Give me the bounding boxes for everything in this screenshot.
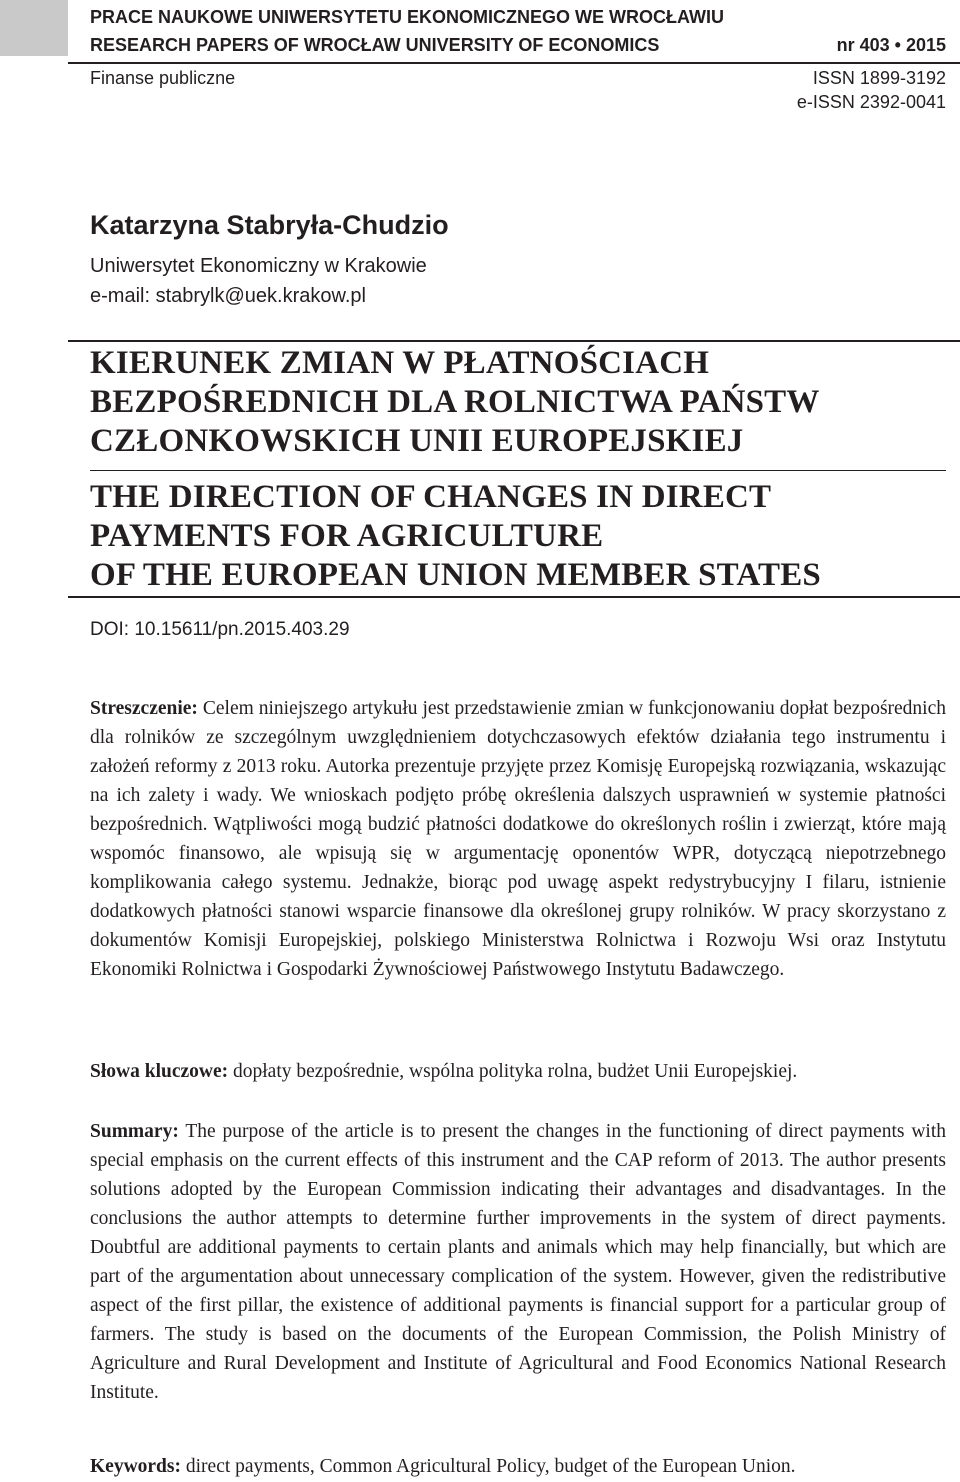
keywords-en-text: direct payments, Common Agricultural Policy, budget of the European Union. bbox=[185, 1456, 796, 1477]
title-en-line: OF THE EUROPEAN UNION MEMBER STATES bbox=[90, 557, 821, 593]
title-pl-line: BEZPOŚREDNICH DLA ROLNICTWA PAŃSTW bbox=[90, 384, 820, 420]
header-gray-block bbox=[0, 0, 68, 56]
summary-en-label: Summary: bbox=[90, 1121, 179, 1142]
doi: DOI: 10.15611/pn.2015.403.29 bbox=[90, 619, 350, 640]
keywords-en bbox=[90, 1452, 946, 1481]
title-top-rule bbox=[68, 340, 960, 342]
eissn: e-ISSN 2392-0041 bbox=[796, 92, 946, 112]
author-affiliation: Uniwersytet Ekonomiczny w Krakowie bbox=[90, 255, 427, 277]
title-pl-line: CZŁONKOWSKICH UNII EUROPEJSKIEJ bbox=[90, 423, 744, 459]
abstract-pl-label: Streszczenie: bbox=[90, 698, 198, 719]
title-en bbox=[90, 478, 946, 595]
issn: ISSN 1899-3192 bbox=[812, 68, 946, 88]
issue-number: nr 403 • 2015 bbox=[836, 35, 946, 55]
meta-row bbox=[90, 66, 946, 90]
summary-en-text: The purpose of the article is to present the changes in the functioning of direct payments with special emphasis on the current effects of this instrument and the CAP reform of 2013. The author presents solutions adopted by the European Commission indicating their advantages and disadvantages. In the conclusions the author attempts to determine further improvements in the system of direct payments. Doubtful are additional payments to certain plants and animals which may help financially, but which are part of the argumentation about unnecessary complication of the system. However, given the redistributive aspect of the first pillar, the existence of additional payments is financial support for a particular group of farmers. The study is based on the documents of the European Commission, the Polish Ministry of Agriculture and Rural Development and Institute of Agricultural and Food Economics National Research Institute. bbox=[90, 1121, 946, 1403]
journal-name-pl bbox=[90, 6, 946, 28]
keywords-pl bbox=[90, 1057, 946, 1086]
header-rule bbox=[68, 62, 960, 64]
meta-row-eissn bbox=[90, 90, 946, 114]
author-email: e-mail: stabrylk@uek.krakow.pl bbox=[90, 285, 366, 307]
abstract-pl bbox=[90, 694, 946, 984]
author-name: Katarzyna Stabryła-Chudzio bbox=[90, 210, 449, 240]
journal-name-pl-text: PRACE NAUKOWE UNIWERSYTETU EKONOMICZNEGO WE WROCŁAWIU bbox=[90, 7, 724, 27]
keywords-pl-text: dopłaty bezpośrednie, wspólna polityka rolna, budżet Unii Europejskiej. bbox=[233, 1061, 798, 1082]
journal-name-en-text: RESEARCH PAPERS OF WROCŁAW UNIVERSITY OF ECONOMICS bbox=[90, 35, 660, 55]
title-pl bbox=[90, 344, 946, 461]
title-en-line: THE DIRECTION OF CHANGES IN DIRECT bbox=[90, 479, 772, 515]
keywords-pl-label: Słowa kluczowe: bbox=[90, 1061, 229, 1082]
keywords-en-label: Keywords: bbox=[90, 1456, 181, 1477]
title-en-line: PAYMENTS FOR AGRICULTURE bbox=[90, 518, 604, 554]
title-pl-line: KIERUNEK ZMIAN W PŁATNOŚCIACH bbox=[90, 345, 710, 381]
series-name: Finanse publiczne bbox=[90, 68, 236, 88]
title-divider bbox=[90, 470, 946, 471]
journal-name-en bbox=[90, 34, 946, 56]
summary-en bbox=[90, 1117, 946, 1407]
abstract-pl-text: Celem niniejszego artykułu jest przedstawienie zmian w funkcjonowaniu dopłat bezpośrednich dla rolników ze szczególnym uwzględnieniem dotychczasowych efektów działania tego instrumentu i założeń reformy z 2013 roku. Autorka prezentuje przyjęte przez Komisję Europejską rozwiązania, wskazując na ich zalety i wady. We wnioskach podjęto próbę określenia dalszych usprawnień w systemie płatności bezpośrednich. Wątpliwości mogą budzić płatności dodatkowe do określonych roślin i zwierząt, które mają wspomóc finansowo, ale wpisują się w argumentację oponentów WPR, dotyczącą niepotrzebnego komplikowania całego systemu. Jednakże, biorąc pod uwagę aspekt redystrybucyjny I filaru, istnienie dodatkowych płatności stanowi wsparcie finansowe dla określonej grupy rolników. W pracy skorzystano z dokumentów Komisji Europejskiej, polskiego Ministerstwa Rolnictwa i Rozwoju Wsi oraz Instytutu Ekonomiki Rolnictwa i Gospodarki Żywnościowej Państwowego Instytutu Badawczego. bbox=[90, 698, 947, 980]
title-bottom-rule bbox=[68, 596, 960, 598]
